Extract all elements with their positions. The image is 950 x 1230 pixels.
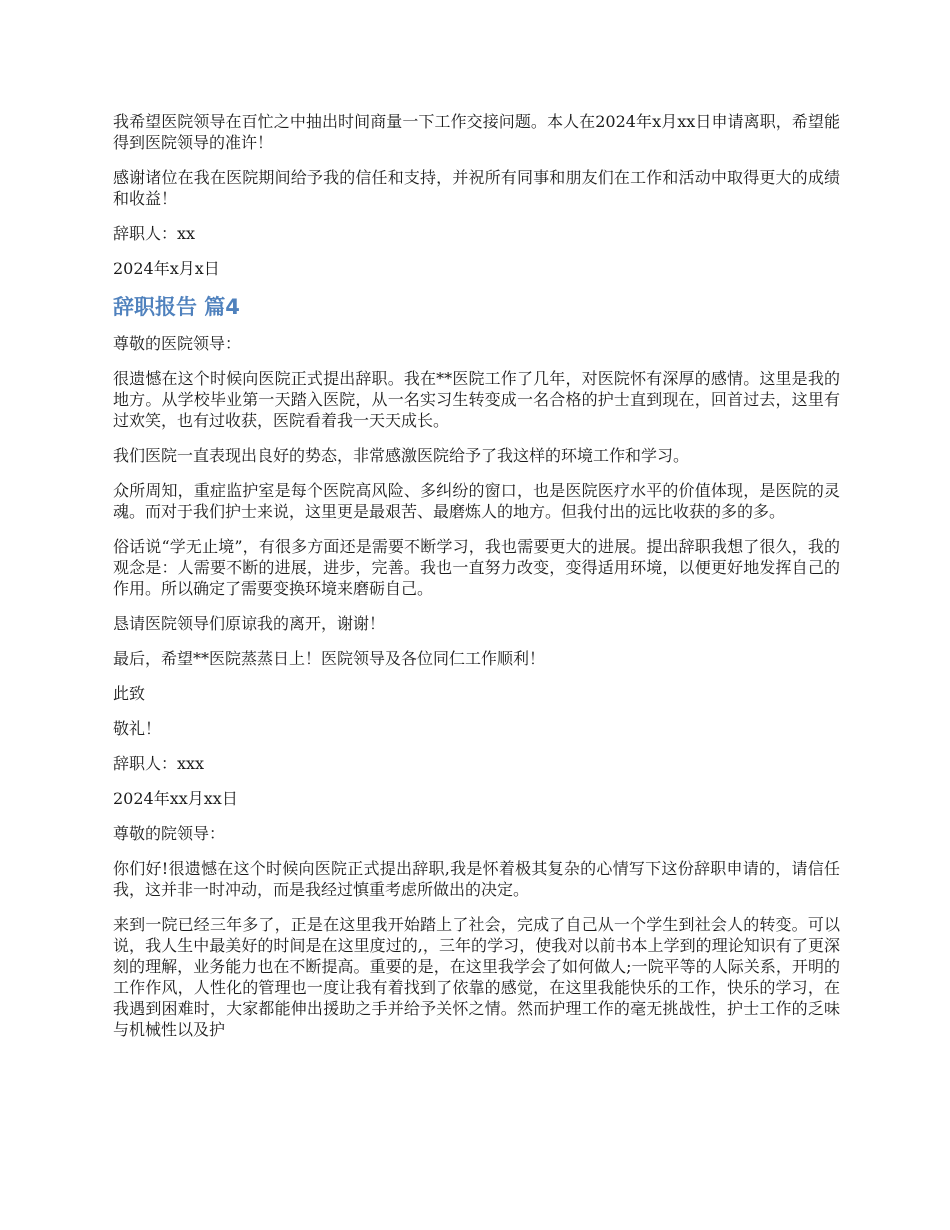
closing-line: 敬礼！ — [113, 719, 162, 738]
paragraph: 众所周知，重症监护室是每个医院高风险、多纠纷的窗口，也是医院医疗水平的价值体现，是医院的灵魂。而对于我们护士来说，这里更是最艰苦、最磨炼人的地方。但我付出的远比收获的多的多。 — [113, 481, 840, 521]
paragraph: 我们医院一直表现出良好的势态，非常感激医院给予了我这样的环境工作和学习。 — [113, 446, 690, 465]
signature-line: 辞职人：xx — [113, 224, 196, 243]
signature-line: 辞职人：xxx — [113, 754, 205, 773]
paragraph: 你们好!很遗憾在这个时候向医院正式提出辞职,我是怀着极其复杂的心情写下这份辞职申请的，请信任我，这并非一时冲动，而是我经过慎重考虑所做出的决定。 — [113, 859, 840, 899]
closing-line: 此致 — [113, 684, 146, 703]
salutation: 尊敬的院领导： — [113, 824, 226, 843]
paragraph: 很遗憾在这个时候向医院正式提出辞职。我在**医院工作了几年，对医院怀有深厚的感情。这里是我的地方。从学校毕业第一天踏入医院，从一名实习生转变成一名合格的护士直到现在，回首过去，这里有过欢笑，也有过收获，医院看着我一天天成长。 — [113, 369, 840, 430]
paragraph: 来到一院已经三年多了，正是在这里我开始踏上了社会，完成了自己从一个学生到社会人的转变。可以说，我人生中最美好的时间是在这里度过的,，三年的学习，使我对以前书本上学到的理论知识有了更深刻的理解，业务能力也在不断提高。重要的是，在这里我学会了如何做人;一院平等的人际关系，开明的工作作风，人性化的管理也一度让我有着找到了依靠的感觉，在这里我能快乐的工作，快乐的学习，在我遇到困难时，大家都能伸出援助之手并给予关怀之情。然而护理工作的毫无挑战性，护士工作的乏味与机械性以及护 — [113, 915, 840, 1039]
document-page — [113, 111, 840, 1054]
salutation: 尊敬的医院领导： — [113, 334, 242, 353]
date-line: 2024年x月x日 — [113, 259, 220, 278]
paragraph: 恳请医院领导们原谅我的离开，谢谢！ — [113, 614, 386, 633]
paragraph: 感谢诸位在我在医院期间给予我的信任和支持，并祝所有同事和朋友们在工作和活动中取得更大的成绩和收益！ — [113, 168, 840, 208]
paragraph: 俗话说“学无止境”，有很多方面还是需要不断学习，我也需要更大的进展。提出辞职我想了很久，我的观念是：人需要不断的进展，进步，完善。我也一直努力改变，变得适用环境，以便更好地发挥自己的作用。所以确定了需要变换环境来磨砺自己。 — [113, 537, 840, 598]
date-line: 2024年xx月xx日 — [113, 789, 238, 808]
paragraph: 我希望医院领导在百忙之中抽出时间商量一下工作交接问题。本人在2024年x月xx日申请离职，希望能得到医院领导的准许！ — [113, 112, 840, 152]
paragraph: 最后，希望**医院蒸蒸日上！医院领导及各位同仁工作顺利！ — [113, 649, 546, 668]
section-heading: 辞职报告 篇4 — [113, 295, 240, 319]
